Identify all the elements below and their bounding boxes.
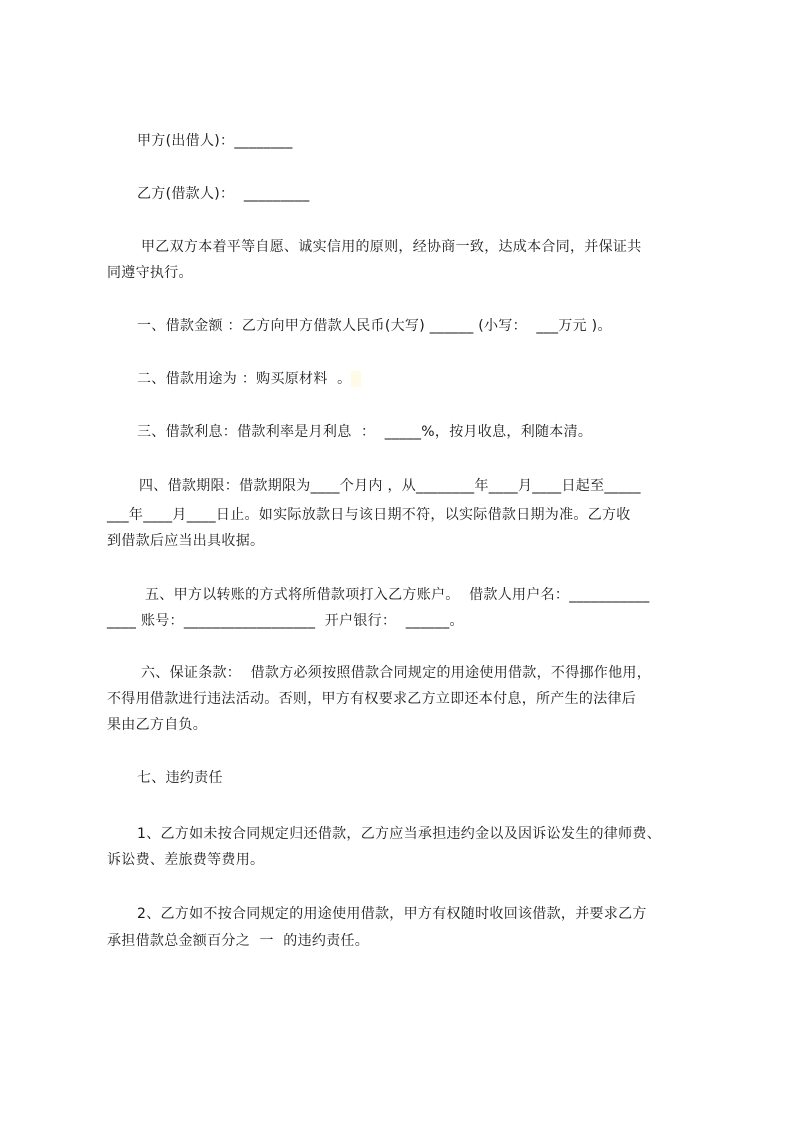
clause-5-transfer-line-2: ____ 账号：__________________ 开户银行： ______。 [107,613,464,629]
clause-4-term-line-3: 到借款后应当出具收据。 [107,533,265,549]
clause-1-amount: 一、借款金额 ：乙方向甲方借款人民币(大写) ______ (小写： ___万元 )。 [137,318,612,334]
clause-7-2-line-2: 承担借款总金额百分之 一 的违约责任。 [107,933,370,949]
clause-7-2-line-1: 2、乙方如不按合同规定的用途使用借款，甲方有权随时收回该借款，并要求乙方 [137,906,647,922]
preamble-line-1: 甲乙双方本着平等自愿、诚实信用的原则，经协商一致，达成本合同，并保证共 [141,239,642,255]
party-a-line: 甲方(出借人)：________ [137,133,293,149]
clause-4-term-line-2: ___年____月____日止。如实际放款日与该日期不符，以实际借款日期为准。乙方收 [107,507,631,523]
clause-4-term-line-1: 四、借款期限：借款期限为____个月内 ，从________年____月____日起至_____ [139,478,641,494]
clause-7-title: 七、违约责任 [137,770,223,786]
clause-2-purpose: 二、借款用途为 ：购买原材料 。​ [137,371,361,387]
preamble-line-2: 同遵守执行。 [107,265,193,281]
clause-7-1-line-1: 1、乙方如未按合同规定归还借款，乙方应当承担违约金以及因诉讼发生的律师费、 [137,826,662,842]
clause-6-guarantee-line-3: 果由乙方自负。 [107,717,208,733]
highlight-mark: ​ [351,371,361,387]
clause-5-transfer-line-1: 五、甲方以转账的方式将所借款项打入乙方账户。 借款人用户名：___________ [145,587,650,603]
clause-7-1-line-2: 诉讼费、差旅费等费用。 [107,852,265,868]
party-b-line: 乙方(借款人)： _________ [137,186,310,202]
clause-6-guarantee-line-2: 不得用借款进行违法活动。否则，甲方有权要求乙方立即还本付息，所产生的法律后 [107,691,637,707]
clause-3-interest: 三、借款利息：借款利率是月利息 ： _____%，按月收息，利随本清。 [137,424,593,440]
clause-6-guarantee-line-1: 六、保证条款： 借款方必须按照借款合同规定的用途使用借款，不得挪作他用， [141,665,651,681]
